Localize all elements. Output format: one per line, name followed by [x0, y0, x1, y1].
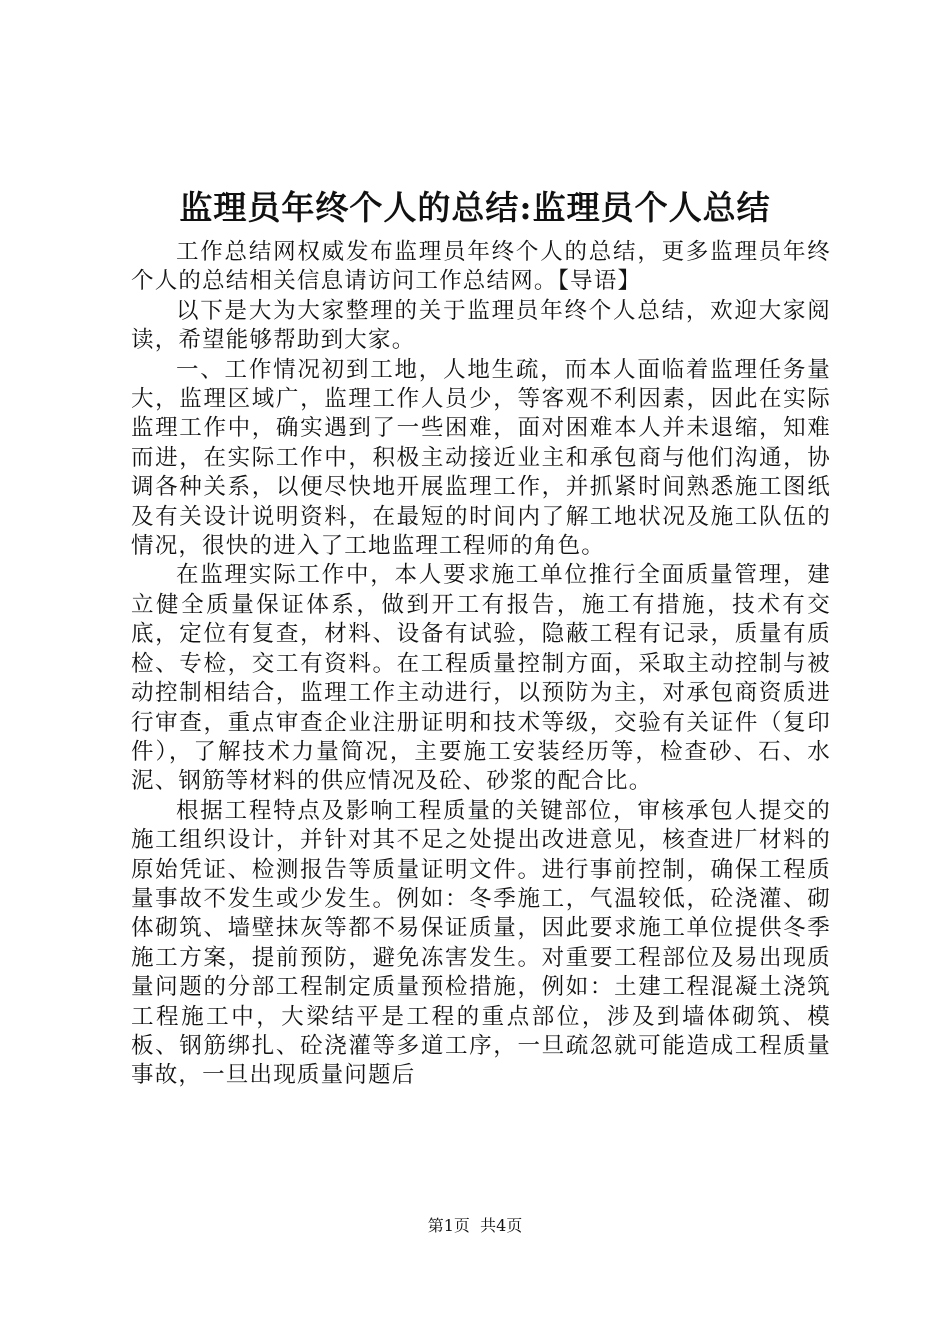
- paragraph-quality-management: 在监理实际工作中，本人要求施工单位推行全面质量管理，建立健全质量保证体系，做到开工有报告，施工有措施，技术有交底，定位有复查，材料、设备有试验，隐蔽工程有记录，质量有质检、专检，交工有资料。在工程质量控制方面，采取主动控制与被动控制相结合，监理工作主动进行，以预防为主，对承包商资质进行审查，重点审查企业注册证明和技术等级，交验有关证件（复印件），了解技术力量简况，主要施工安装经历等，检查砂、石、水泥、钢筋等材料的供应情况及砼、砂浆的配合比。: [131, 562, 831, 795]
- document-title: 监理员年终个人的总结:监理员个人总结: [179, 188, 771, 227]
- paragraph-key-parts: 根据工程特点及影响工程质量的关键部位，审核承包人提交的施工组织设计，并针对其不足之处提出改进意见，核查进厂材料的原始凭证、检测报告等质量证明文件。进行事前控制，确保工程质量事故不发生或少发生。例如：冬季施工，气温较低，砼浇灌、砌体砌筑、墙壁抹灰等都不易保证质量，因此要求施工单位提供冬季施工方案，提前预防，避免冻害发生。对重要工程部位及易出现质量问题的分部工程制定质量预检措施，例如：土建工程混凝土浇筑工程施工中，大梁结平是工程的重点部位，涉及到墙体砌筑、模板、钢筋绑扎、砼浇灌等多道工序，一旦疏忽就可能造成工程质量事故，一旦出现质量问题后: [131, 797, 831, 1089]
- paragraph-lead: 以下是大为大家整理的关于监理员年终个人总结，欢迎大家阅读，希望能够帮助到大家。: [131, 297, 831, 354]
- page-number-total: 共4页: [480, 1216, 523, 1235]
- page-footer: [0, 1215, 950, 1237]
- page-number-current: 第1页: [427, 1216, 470, 1235]
- document-body: [131, 238, 831, 1091]
- paragraph-intro: 工作总结网权威发布监理员年终个人的总结，更多监理员年终个人的总结相关信息请访问工作总结网。【导语】: [131, 239, 831, 295]
- paragraph-work-situation: 一、工作情况初到工地，人地生疏，而本人面临着监理任务量大，监理区域广，监理工作人员少，等客观不利因素，因此在实际监理工作中，确实遇到了一些困难，面对困难本人并未退缩，知难而进，在实际工作中，积极主动接近业主和承包商与他们沟通，协调各种关系，以便尽快地开展监理工作，并抓紧时间熟悉施工图纸及有关设计说明资料，在最短的时间内了解工地状况及施工队伍的情况，很快的进入了工地监理工程师的角色。: [131, 356, 831, 560]
